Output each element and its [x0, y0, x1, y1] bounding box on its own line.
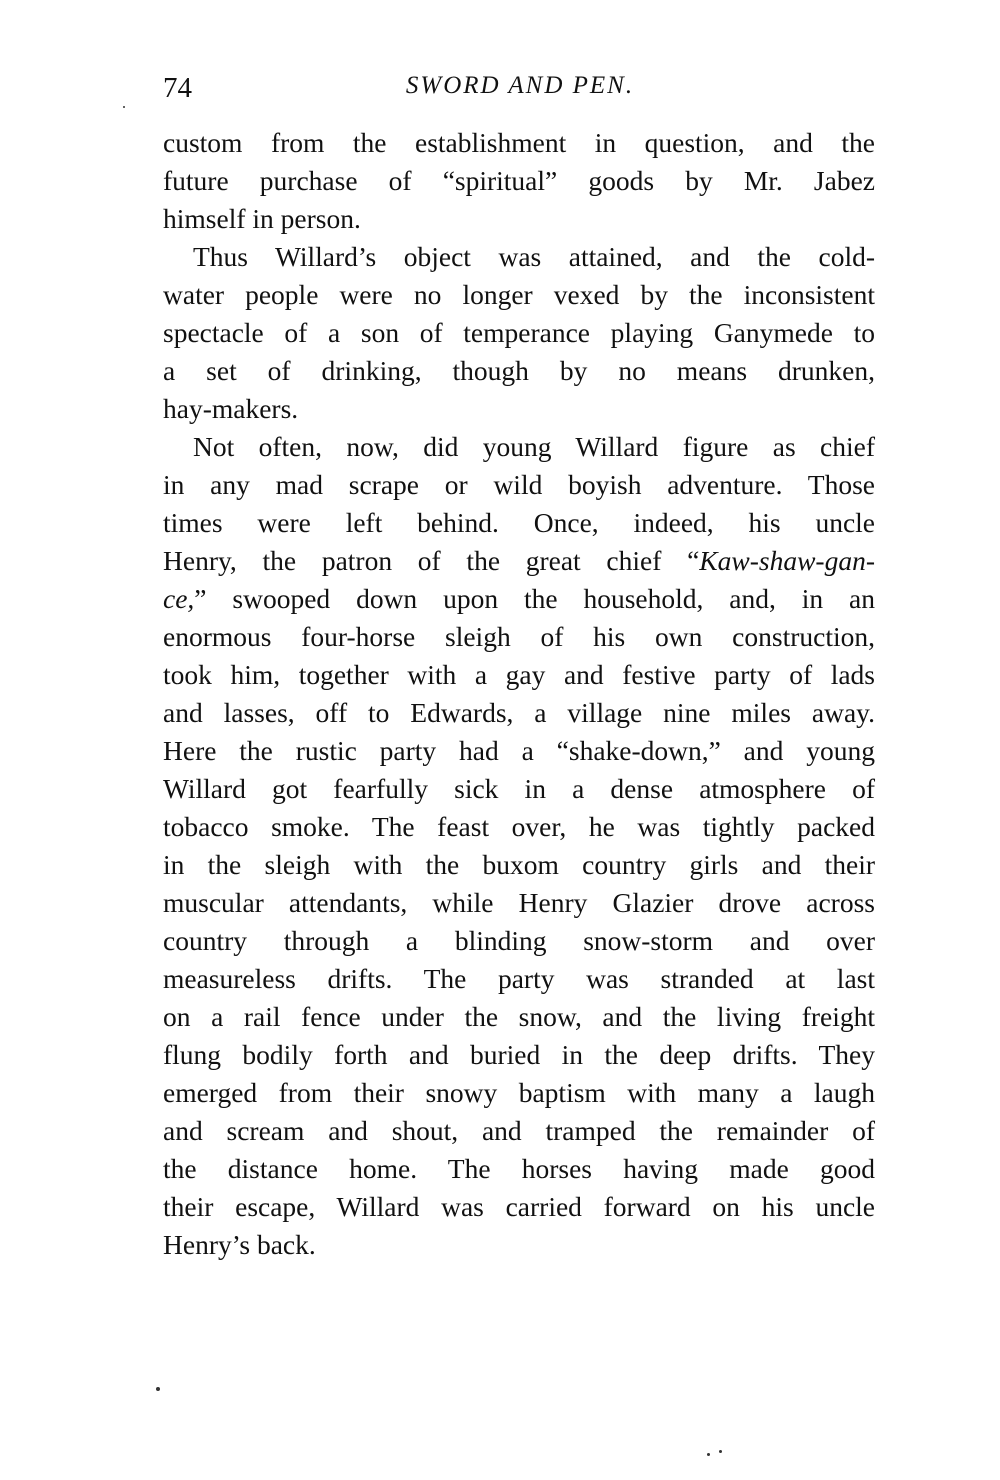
line-text: muscular attendants, while Henry Glazier drove across	[163, 887, 875, 918]
text-line	[163, 732, 875, 770]
text-line	[163, 580, 875, 618]
line-text: measureless drifts. The party was stranded at last	[163, 963, 875, 994]
line-text: country through a blinding snow-storm and over	[163, 925, 875, 956]
text-line	[163, 808, 875, 846]
line-text: a set of drinking, though by no means drunken,	[163, 355, 875, 386]
line-text: flung bodily forth and buried in the deep drifts. They	[163, 1039, 875, 1070]
text-line	[163, 618, 875, 656]
scan-speck	[707, 1453, 710, 1456]
line-text: Thus Willard’s object was attained, and the cold-	[193, 241, 875, 272]
line-text: in the sleigh with the buxom country girls and their	[163, 849, 875, 880]
line-text: future purchase of “spiritual” goods by Mr. Jabez	[163, 165, 875, 196]
line-text: tobacco smoke. The feast over, he was tightly packed	[163, 811, 875, 842]
text-line	[163, 200, 875, 238]
text-line	[163, 1036, 875, 1074]
line-text: in any mad scrape or wild boyish adventure. Those	[163, 469, 875, 500]
line-text: on a rail fence under the snow, and the living freight	[163, 1001, 875, 1032]
line-text: enormous four-horse sleigh of his own construction,	[163, 621, 875, 652]
line-text: ” swooped down upon the household, and, in an	[194, 583, 875, 614]
text-line	[163, 998, 875, 1036]
text-line	[163, 390, 875, 428]
text-line	[163, 1188, 875, 1226]
italic-text: Kaw-shaw-gan-	[699, 545, 875, 576]
line-text: emerged from their snowy baptism with many a laugh	[163, 1077, 875, 1108]
line-text: Here the rustic party had a “shake-down,” and young	[163, 735, 875, 766]
page-number: 74	[163, 72, 192, 104]
text-line	[163, 1226, 875, 1264]
line-text: Henry’s back.	[163, 1229, 316, 1260]
line-text: custom from the establishment in question, and the	[163, 127, 875, 158]
scan-speck	[123, 106, 125, 108]
text-line	[163, 922, 875, 960]
text-line	[163, 162, 875, 200]
text-line	[163, 238, 875, 276]
text-line	[163, 124, 875, 162]
text-line	[163, 542, 875, 580]
body-text	[163, 124, 875, 1264]
line-text: hay-makers.	[163, 393, 299, 424]
text-line	[163, 428, 875, 466]
scan-speck	[719, 1450, 722, 1453]
running-head: SWORD AND PEN.	[405, 72, 635, 99]
line-text: took him, together with a gay and festive party of lads	[163, 659, 875, 690]
text-line	[163, 314, 875, 352]
text-line	[163, 656, 875, 694]
line-text: their escape, Willard was carried forward on his uncle	[163, 1191, 875, 1222]
scan-speck	[156, 1387, 160, 1391]
text-line	[163, 504, 875, 542]
text-line	[163, 884, 875, 922]
line-text: Willard got fearfully sick in a dense atmosphere of	[163, 773, 875, 804]
line-text: and scream and shout, and tramped the remainder of	[163, 1115, 875, 1146]
text-line	[163, 352, 875, 390]
text-line	[163, 694, 875, 732]
line-text: the distance home. The horses having made good	[163, 1153, 875, 1184]
text-line	[163, 1150, 875, 1188]
text-line	[163, 846, 875, 884]
text-line	[163, 1112, 875, 1150]
line-text: and lasses, off to Edwards, a village nine miles away.	[163, 697, 875, 728]
line-text: spectacle of a son of temperance playing Ganymede to	[163, 317, 875, 348]
text-line	[163, 1074, 875, 1112]
italic-text: ce,	[163, 583, 195, 614]
line-text: times were left behind. Once, indeed, his uncle	[163, 507, 875, 538]
line-text: Henry, the patron of the great chief “	[163, 545, 700, 576]
text-line	[163, 770, 875, 808]
line-text: Not often, now, did young Willard figure as chief	[193, 431, 875, 462]
text-line	[163, 466, 875, 504]
text-line	[163, 276, 875, 314]
line-text: water people were no longer vexed by the inconsistent	[163, 279, 875, 310]
line-text: himself in person.	[163, 203, 361, 234]
text-line	[163, 960, 875, 998]
